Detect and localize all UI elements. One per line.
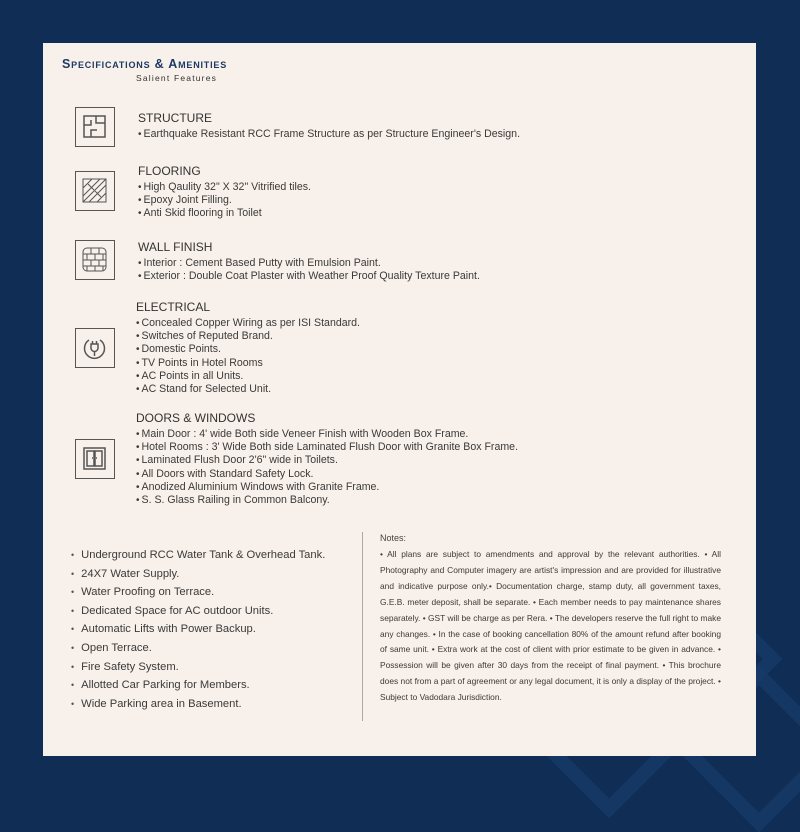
amenity-item: • Water Proofing on Terrace. — [71, 583, 325, 602]
list-item: • Epoxy Joint Filling. — [138, 194, 311, 207]
section-heading: FLOORING — [138, 164, 201, 178]
list-item: • TV Points in Hotel Rooms — [136, 357, 360, 370]
column-divider — [362, 532, 363, 721]
notes-text: • All plans are subject to amendments and approval by the relevant authorities. • All Photography and Computer imagery are artist's impression and are provided for illustrative and indicative purpose only.• Documentation charge, stamp duty, all government taxes, G.E.B. meter deposit, shall be separate. • Each member needs to pay maintenance shares separately. • GST will be charge as per Rera. • The developers reserve the full right to make any changes. • In the case of booking cancellation 80% of the amount refund after booking of same unit. • Extra work at the cost of client with prior estimate to be given in advance. • Possession will be given after 30 days from the receipt of final payment. • This brochure does not from a part of agreement or any legal document, it is only a display of the project. • Subject to Vadodara Jurisdiction. — [380, 549, 721, 703]
amenity-item: • Wide Parking area in Basement. — [71, 695, 325, 714]
notes-label: Notes: — [380, 533, 407, 543]
amenity-item: • 24X7 Water Supply. — [71, 565, 325, 584]
list-item: • Exterior : Double Coat Plaster with Weather Proof Quality Texture Paint. — [138, 270, 480, 283]
window-icon — [75, 439, 115, 479]
amenity-item: • Allotted Car Parking for Members. — [71, 676, 325, 695]
amenity-item: • Open Terrace. — [71, 639, 325, 658]
list-item: • Concealed Copper Wiring as per ISI Standard. — [136, 317, 360, 330]
tiles-icon — [75, 171, 115, 211]
list-item: • S. S. Glass Railing in Common Balcony. — [136, 494, 518, 507]
list-item: • High Qaulity 32" X 32" Vitrified tiles. — [138, 181, 311, 194]
list-item: • AC Stand for Selected Unit. — [136, 383, 360, 396]
list-item: • Interior : Cement Based Putty with Emulsion Paint. — [138, 257, 480, 270]
amenity-item: • Underground RCC Water Tank & Overhead Tank. — [71, 546, 325, 565]
page-title: Specifications & Amenities — [62, 57, 228, 71]
amenity-item: • Fire Safety System. — [71, 658, 325, 677]
list-item: • Laminated Flush Door 2'6" wide in Toilets. — [136, 454, 518, 467]
floorplan-icon — [75, 107, 115, 147]
list-item: • Main Door : 4' wide Both side Veneer Finish with Wooden Box Frame. — [136, 428, 518, 441]
brochure-card — [43, 43, 756, 756]
section-heading: DOORS & WINDOWS — [136, 411, 256, 425]
amenity-item: • Dedicated Space for AC outdoor Units. — [71, 602, 325, 621]
page-subtitle: Salient Features — [136, 73, 218, 83]
section-flooring — [138, 164, 311, 221]
section-electrical — [136, 300, 360, 396]
section-doors-windows — [136, 411, 518, 507]
brick-wall-icon — [75, 240, 115, 280]
list-item: • Earthquake Resistant RCC Frame Structure as per Structure Engineer's Design. — [138, 128, 520, 141]
list-item: • Anti Skid flooring in Toilet — [138, 207, 311, 220]
list-item: • Hotel Rooms : 3' Wide Both side Laminated Flush Door with Granite Box Frame. — [136, 441, 518, 454]
list-item: • AC Points in all Units. — [136, 370, 360, 383]
list-item: • Switches of Reputed Brand. — [136, 330, 360, 343]
section-heading: WALL FINISH — [138, 240, 213, 254]
section-heading: ELECTRICAL — [136, 300, 211, 314]
amenities-list — [71, 546, 325, 713]
amenity-item: • Automatic Lifts with Power Backup. — [71, 620, 325, 639]
list-item: • Anodized Aluminium Windows with Granite Frame. — [136, 481, 518, 494]
power-plug-icon — [75, 328, 115, 368]
section-heading: STRUCTURE — [138, 111, 212, 125]
list-item: • All Doors with Standard Safety Lock. — [136, 468, 518, 481]
section-structure — [138, 111, 520, 141]
list-item: • Domestic Points. — [136, 343, 360, 356]
section-wall-finish — [138, 240, 480, 283]
